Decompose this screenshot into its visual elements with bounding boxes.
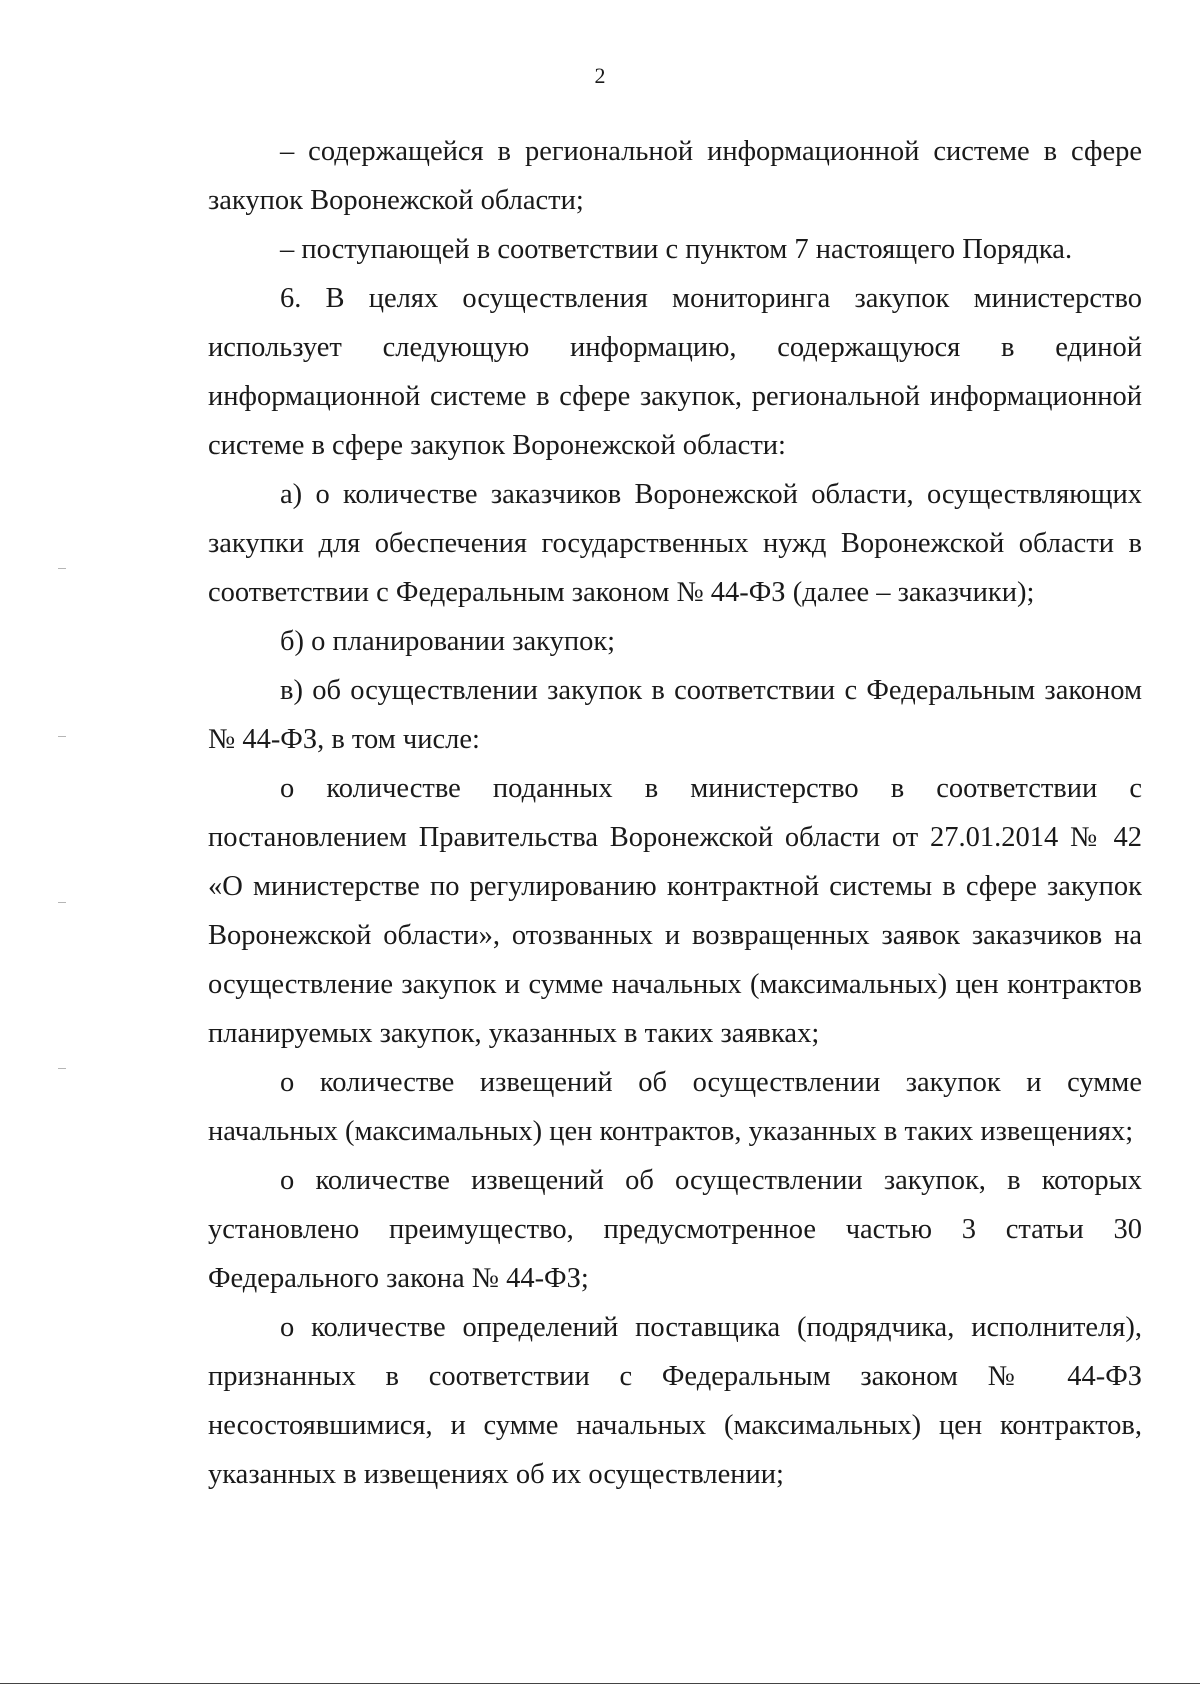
margin-scan-mark (58, 736, 66, 737)
page-number: 2 (594, 63, 606, 88)
paragraph-failed-determinations: о количестве определений поставщика (подрядчика, исполнителя), признанных в соответствии с Федеральным законом № 44-ФЗ несостоявшимися, и сумме начальных (максимальных) цен контрактов, указанных в извещениях об их осуществлении; (208, 1312, 1142, 1490)
paragraph-notices-count: о количестве извещений об осуществлении закупок и сумме начальных (максимальных) цен контрактов, указанных в таких извещениях; (208, 1067, 1142, 1147)
bottom-edge-line (0, 1683, 1200, 1684)
paragraph-item-6: 6. В целях осуществления мониторинга закупок министерство использует следующую информацию, содержащуюся в единой информационной системе в сфере закупок, региональной информационной системе в сфере закупок Воронежской области: (208, 283, 1142, 461)
margin-scan-mark (58, 902, 66, 903)
paragraph-notices-with-preference: о количестве извещений об осуществлении закупок, в которых установлено преимущество, предусмотренное частью 3 статьи 30 Федерального закона № 44-ФЗ; (208, 1165, 1142, 1294)
paragraph-subitem-a: а) о количестве заказчиков Воронежской области, осуществляющих закупки для обеспечения государственных нужд Воронежской области в соответствии с Федеральным законом № 44-ФЗ (далее – заказчики); (208, 479, 1142, 608)
paragraph-subitem-b: б) о планировании закупок; (280, 626, 616, 657)
paragraph-bullet-regional-system: – содержащейся в региональной информационной системе в сфере закупок Воронежской области; (208, 136, 1142, 216)
margin-scan-mark (58, 1068, 66, 1069)
document-body (208, 127, 1142, 1499)
margin-scan-mark (58, 568, 66, 569)
paragraph-bullet-point-7: – поступающей в соответствии с пунктом 7 настоящего Порядка. (280, 234, 1073, 265)
paragraph-subitem-v: в) об осуществлении закупок в соответствии с Федеральным законом № 44-ФЗ, в том числе: (208, 675, 1142, 755)
paragraph-submitted-requests: о количестве поданных в министерство в соответствии с постановлением Правительства Воронежской области от 27.01.2014 № 42 «О министерстве по регулированию контрактной системы в сфере закупок Воронежской области», отозванных и возвращенных заявок заказчиков на осуществление закупок и сумме начальных (максимальных) цен контрактов планируемых закупок, указанных в таких заявках; (208, 773, 1142, 1049)
